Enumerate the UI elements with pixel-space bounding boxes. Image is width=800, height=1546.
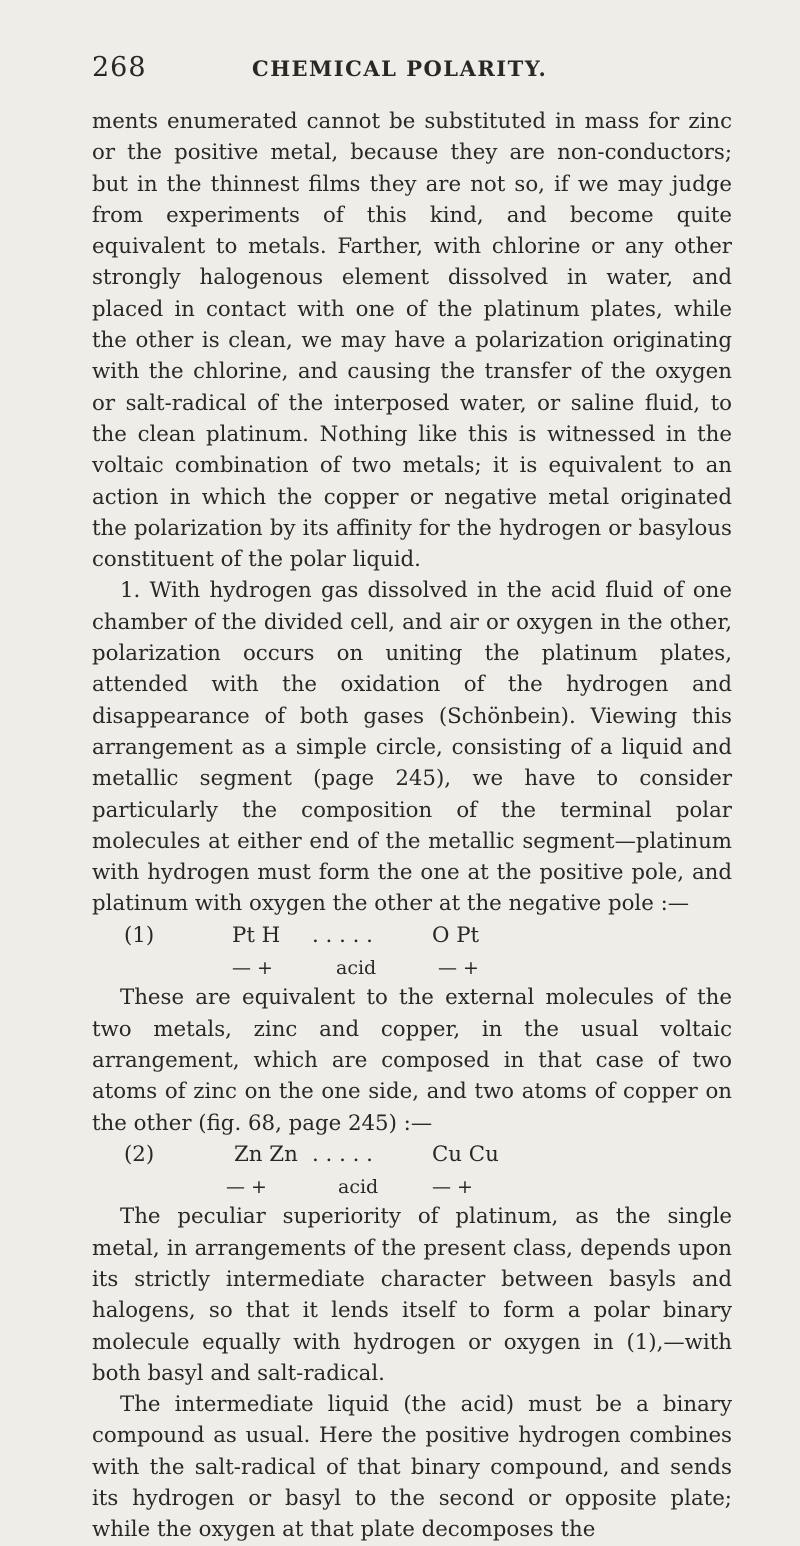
formula-2-signs: [92, 1170, 732, 1201]
page-header: [92, 52, 730, 84]
formula-1-right: O Pt: [432, 922, 480, 948]
formula-1-dots: . . . . .: [312, 922, 373, 948]
formula-2-sign-left: — +: [226, 1176, 267, 1199]
paragraph-1: ments enumerated cannot be substituted in mass for zinc or the positive metal, because they are non-conductors; but in the thinnest films they are not so, if we may judge from experiments of this kind, and become quite equivalent to metals. Farther, with chlorine or any other strongly halogenous element dissolved in water, and placed in contact with one of the platinum plates, while the other is clean, we may have a polarization originating with the chlorine, and causing the transfer of the oxygen or salt-radical of the interposed water, or saline fluid, to the clean platinum. Nothing like this is witnessed in the voltaic combination of two metals; it is equivalent to an action in which the copper or negative metal originated the polarization by its affinity for the hydrogen or basylous constituent of the polar liquid.: [92, 109, 732, 573]
paragraph-5: The intermediate liquid (the acid) must be a binary compound as usual. Here the positive hydrogen combines with the salt-radical of that binary compound, and sends its hydrogen or basyl to the second or opposite plate; while the oxygen at that plate decomposes the: [92, 1392, 732, 1543]
paragraph-4: The peculiar superiority of platinum, as the single metal, in arrangements of the present class, depends upon its strictly intermediate character between basyls and halogens, so that it lends itself to form a polar binary molecule equally with hydrogen or oxygen in (1),—with both basyl and salt-radical.: [92, 1204, 732, 1386]
formula-2-right: Cu Cu: [432, 1141, 499, 1167]
formula-1-sign-left: — +: [232, 957, 273, 980]
formula-2-middle: acid: [338, 1176, 379, 1199]
paragraph-3: These are equivalent to the external molecules of the two metals, zinc and copper, in the usual voltaic arrangement, which are composed in that case of two atoms of zinc on the one side, and two atoms of copper on the other (fig. 68, page 245) :—: [92, 985, 732, 1136]
formula-1-signs: [92, 951, 732, 982]
formula-2-dots: . . . . .: [312, 1141, 373, 1167]
formula-1-sign-right: — +: [438, 957, 479, 980]
running-head: CHEMICAL POLARITY.: [252, 56, 548, 81]
formula-1-label: (1): [124, 922, 155, 948]
formula-2-label: (2): [124, 1141, 155, 1167]
formula-1-middle: acid: [336, 957, 377, 980]
paragraph-2: 1. With hydrogen gas dissolved in the acid fluid of one chamber of the divided cell, and air or oxygen in the other, polarization occurs on uniting the platinum plates, attended with the oxidation of the hydrogen and disappearance of both gases (Schönbein). Viewing this arrangement as a simple circle, consisting of a liquid and metallic segment (page 245), we have to consider particularly the composition of the terminal polar molecules at either end of the metallic segment—platinum with hydrogen must form the one at the positive pole, and platinum with oxygen the other at the negative pole :—: [92, 578, 732, 917]
page-number: 268: [92, 52, 147, 83]
formula-2-sign-right: — +: [432, 1176, 473, 1199]
formula-1-left: Pt H: [232, 922, 281, 948]
body-text: [92, 106, 732, 1546]
formula-1: [92, 920, 732, 951]
formula-2: [92, 1139, 732, 1170]
formula-2-left: Zn Zn: [234, 1141, 298, 1167]
